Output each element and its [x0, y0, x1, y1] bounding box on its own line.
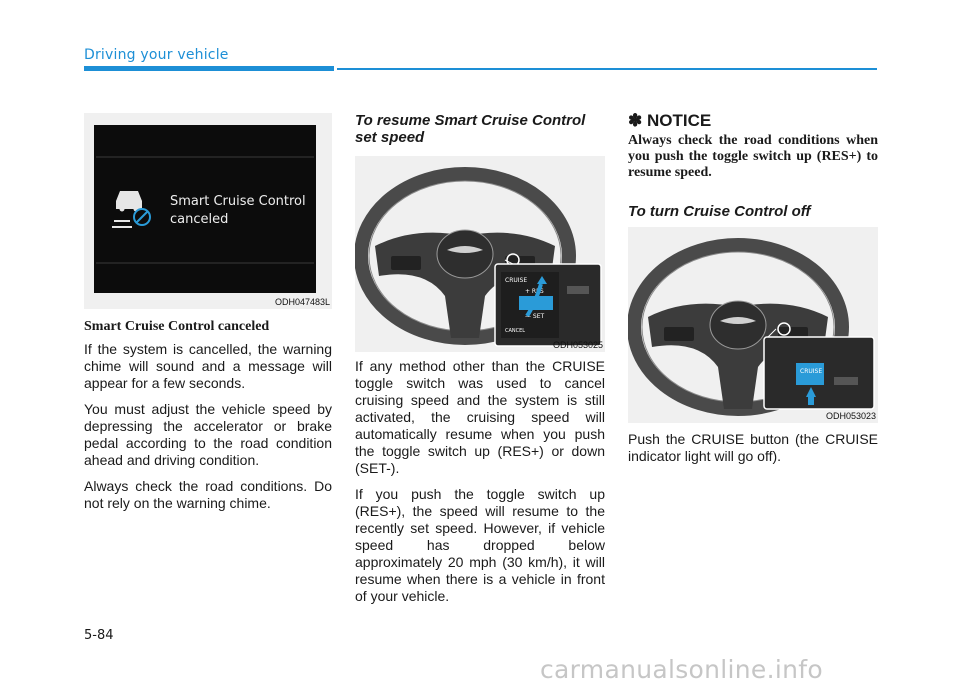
cruise-label: CRUISE: [800, 368, 823, 375]
paragraph: Push the CRUISE button (the CRUISE indicator light will go off).: [628, 431, 878, 464]
column-3: [628, 112, 878, 220]
notice-heading: ✽ NOTICE: [628, 111, 712, 130]
set-label: — SET: [525, 313, 545, 320]
header-rule-thin: [337, 68, 877, 70]
paragraph: If the system is cancelled, the warning chime will sound and a message will appear for a few seconds.: [84, 341, 332, 391]
cluster-message-line2: canceled: [170, 212, 229, 227]
page-number: 5-84: [84, 628, 114, 643]
figure-code: ODH047483L: [274, 297, 330, 307]
cancel-label: CANCEL: [505, 328, 526, 334]
column-2: [355, 112, 603, 146]
column-2-text: [355, 358, 605, 614]
figure-caption: Smart Cruise Control canceled: [84, 319, 270, 334]
paragraph: You must adjust the vehicle speed by depressing the accelerator or brake pedal according to the road condition ahead and driving condition.: [84, 401, 332, 468]
section-title: Driving your vehicle: [84, 47, 229, 63]
cluster-message-line1: Smart Cruise Control: [170, 194, 306, 209]
figure-code: ODH053023: [825, 411, 876, 421]
paragraph: If you push the toggle switch up (RES+), the speed will resume to the recently set speed. However, if vehicle speed has dropped below approximately 20 mph (30 km/h), it will resume when there is a vehicle in front of your vehicle.: [355, 486, 605, 604]
notice-text: Always check the road conditions when you push the toggle switch up (RES+) to resume speed.: [628, 133, 878, 180]
paragraph: Always check the road conditions. Do not rely on the warning chime.: [84, 478, 332, 511]
steering-wheel-illustration: [628, 227, 878, 423]
section-heading: To resume Smart Cruise Control set speed: [355, 112, 586, 146]
cluster-display-illustration: [84, 113, 332, 309]
header-rule-thick: [84, 66, 334, 71]
paragraph: If any method other than the CRUISE toggle switch was used to cancel cruising speed and the system is still activated, the cruising speed will automatically resume when you push the toggle switch up (RES+) or down (SET-).: [355, 358, 605, 476]
section-heading: To turn Cruise Control off: [628, 203, 811, 220]
cluster-figure: [84, 113, 332, 309]
steering-wheel-resume-figure: [355, 156, 605, 352]
steering-wheel-off-figure: [628, 227, 878, 423]
watermark: carmanualsonline.info: [540, 655, 823, 684]
res-label: + RES: [525, 288, 544, 295]
figure-code: ODH053025: [552, 340, 603, 350]
column-1: [84, 318, 332, 521]
steering-wheel-illustration: [355, 156, 605, 352]
cruise-label: CRUISE: [505, 277, 528, 284]
column-3-text: [628, 431, 878, 474]
